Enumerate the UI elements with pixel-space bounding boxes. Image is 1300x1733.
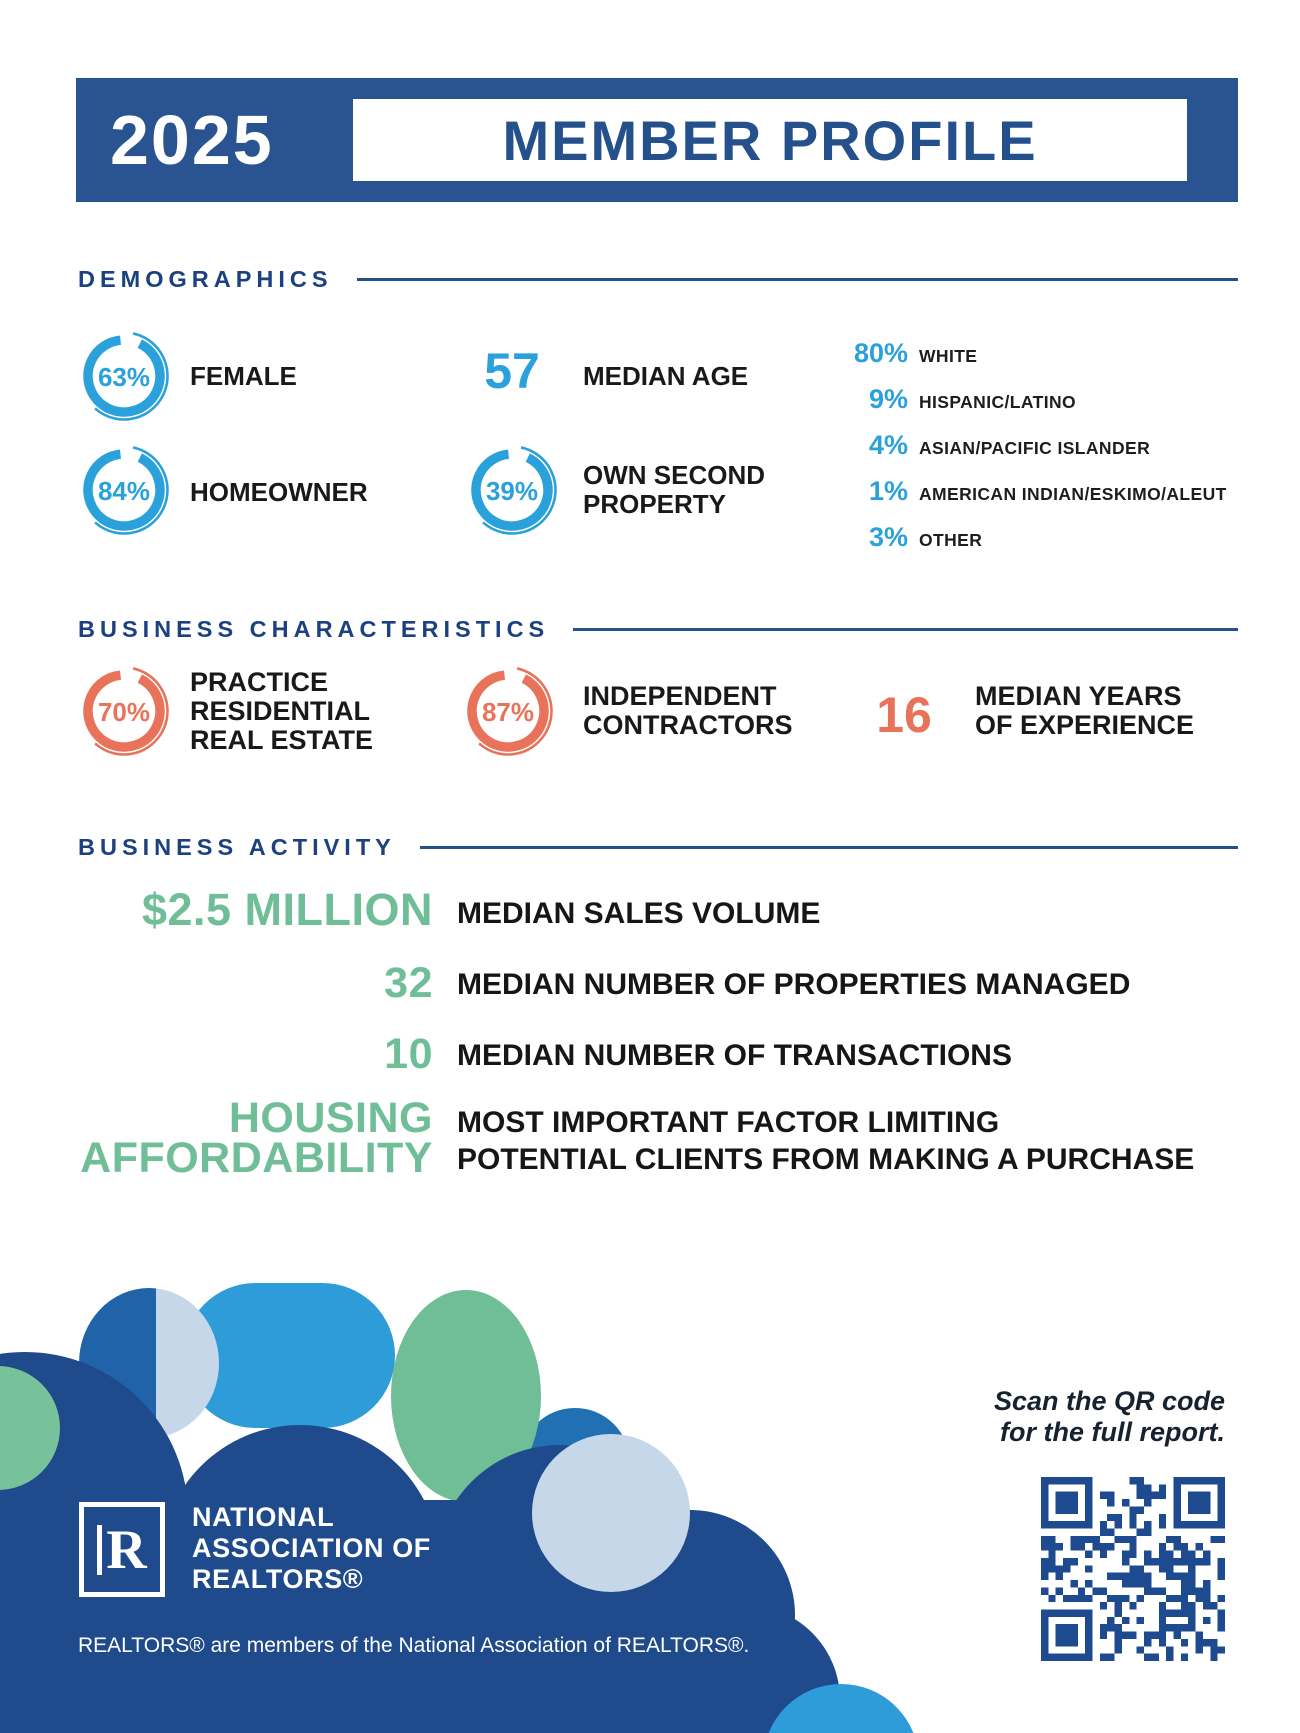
qr-code — [1041, 1477, 1225, 1661]
stat-value-median-age: 57 — [484, 343, 540, 399]
value-line: AFFORDABILITY — [80, 1134, 433, 1182]
ethnicity-list — [690, 338, 1230, 568]
page-title: MEMBER PROFILE — [502, 108, 1038, 172]
stat-label-homeowner: HOMEOWNER — [190, 477, 368, 507]
stat-label-median-age: MEDIAN AGE — [583, 361, 749, 391]
ethnicity-label: HISPANIC/LATINO — [919, 392, 1077, 412]
stat-label-female: FEMALE — [190, 361, 297, 391]
activity-label-properties-managed: MEDIAN NUMBER OF PROPERTIES MANAGED — [457, 968, 1131, 1001]
ethnicity-label: WHITE — [919, 346, 978, 366]
year-badge: 2025 — [110, 101, 274, 179]
list-item — [690, 476, 1230, 510]
logo-text-line: REALTORS® — [192, 1564, 364, 1594]
ethnicity-value: 9% — [868, 384, 908, 414]
label-line: POTENTIAL CLIENTS FROM MAKING A PURCHASE — [457, 1143, 1195, 1176]
stat-label-median-years: MEDIAN YEARS OF EXPERIENCE — [975, 681, 1195, 740]
section-business-activity-heading — [78, 834, 1238, 861]
donut-chart-residential — [78, 665, 170, 757]
label-line: MOST IMPORTANT FACTOR LIMITING — [457, 1106, 1000, 1139]
logo-bar — [97, 1525, 102, 1575]
section-title: DEMOGRAPHICS — [78, 266, 333, 292]
donut-value: 87% — [481, 697, 535, 727]
activity-value-housing-affordability — [60, 1094, 433, 1182]
activity-label-housing-affordability — [457, 1104, 1194, 1178]
donut-value: 84% — [97, 476, 151, 506]
donut-value: 63% — [97, 362, 151, 392]
stat-label-independent-contractors: INDEPENDENT CONTRACTORS — [583, 681, 793, 740]
activity-value-transactions: 10 — [384, 1030, 433, 1078]
header-banner — [76, 78, 1238, 202]
donut-chart-homeowner — [78, 444, 170, 536]
disclaimer-text: REALTORS® are members of the National Association of REALTORS®. — [78, 1634, 750, 1657]
logo-r-glyph: R — [106, 1518, 147, 1581]
ethnicity-value: 80% — [853, 338, 908, 368]
heading-rule — [573, 628, 1238, 631]
section-title: BUSINESS ACTIVITY — [78, 834, 396, 860]
ethnicity-value: 4% — [868, 430, 908, 460]
list-item — [690, 384, 1230, 418]
qr-caption-line: for the full report. — [1000, 1417, 1225, 1447]
activity-value-properties-managed: 32 — [384, 959, 433, 1007]
stat-value-median-years: 16 — [876, 687, 932, 743]
ethnicity-label: AMERICAN INDIAN/ESKIMO/ALEUT — [919, 484, 1227, 504]
stat-label-residential: PRACTICE RESIDENTIAL REAL ESTATE — [190, 667, 374, 755]
section-demographics-heading — [78, 266, 1238, 293]
donut-value: 39% — [485, 476, 539, 506]
heading-rule — [420, 846, 1238, 849]
activity-label-sales-volume: MEDIAN SALES VOLUME — [457, 897, 821, 930]
heading-rule — [357, 278, 1238, 281]
qr-caption-line: Scan the QR code — [993, 1386, 1225, 1416]
ethnicity-value: 1% — [868, 476, 908, 506]
decor-paleblue-circle-shape — [532, 1434, 690, 1592]
title-box — [353, 99, 1187, 181]
logo-text-line: ASSOCIATION OF — [192, 1533, 431, 1563]
nar-logo — [79, 1502, 165, 1597]
value-line: HOUSING — [228, 1094, 433, 1142]
activity-value-sales-volume: $2.5 MILLION — [141, 884, 433, 935]
ethnicity-value: 3% — [868, 522, 908, 552]
activity-label-transactions: MEDIAN NUMBER OF TRANSACTIONS — [457, 1039, 1012, 1072]
ethnicity-label: ASIAN/PACIFIC ISLANDER — [919, 438, 1151, 458]
list-item — [690, 522, 1230, 556]
ethnicity-label: OTHER — [919, 530, 983, 550]
donut-value: 70% — [97, 697, 151, 727]
section-business-characteristics-heading — [78, 616, 1238, 643]
list-item — [690, 338, 1230, 372]
nar-logo-text — [192, 1502, 431, 1595]
section-title: BUSINESS CHARACTERISTICS — [78, 616, 550, 642]
donut-chart-female — [78, 330, 170, 422]
list-item — [690, 430, 1230, 464]
logo-text-line: NATIONAL — [192, 1502, 335, 1532]
qr-caption — [905, 1386, 1225, 1448]
stat-label-own-second-property: OWN SECOND PROPERTY — [583, 460, 765, 519]
donut-chart-independent-contractors — [462, 665, 554, 757]
donut-chart-own-second-property — [466, 444, 558, 536]
